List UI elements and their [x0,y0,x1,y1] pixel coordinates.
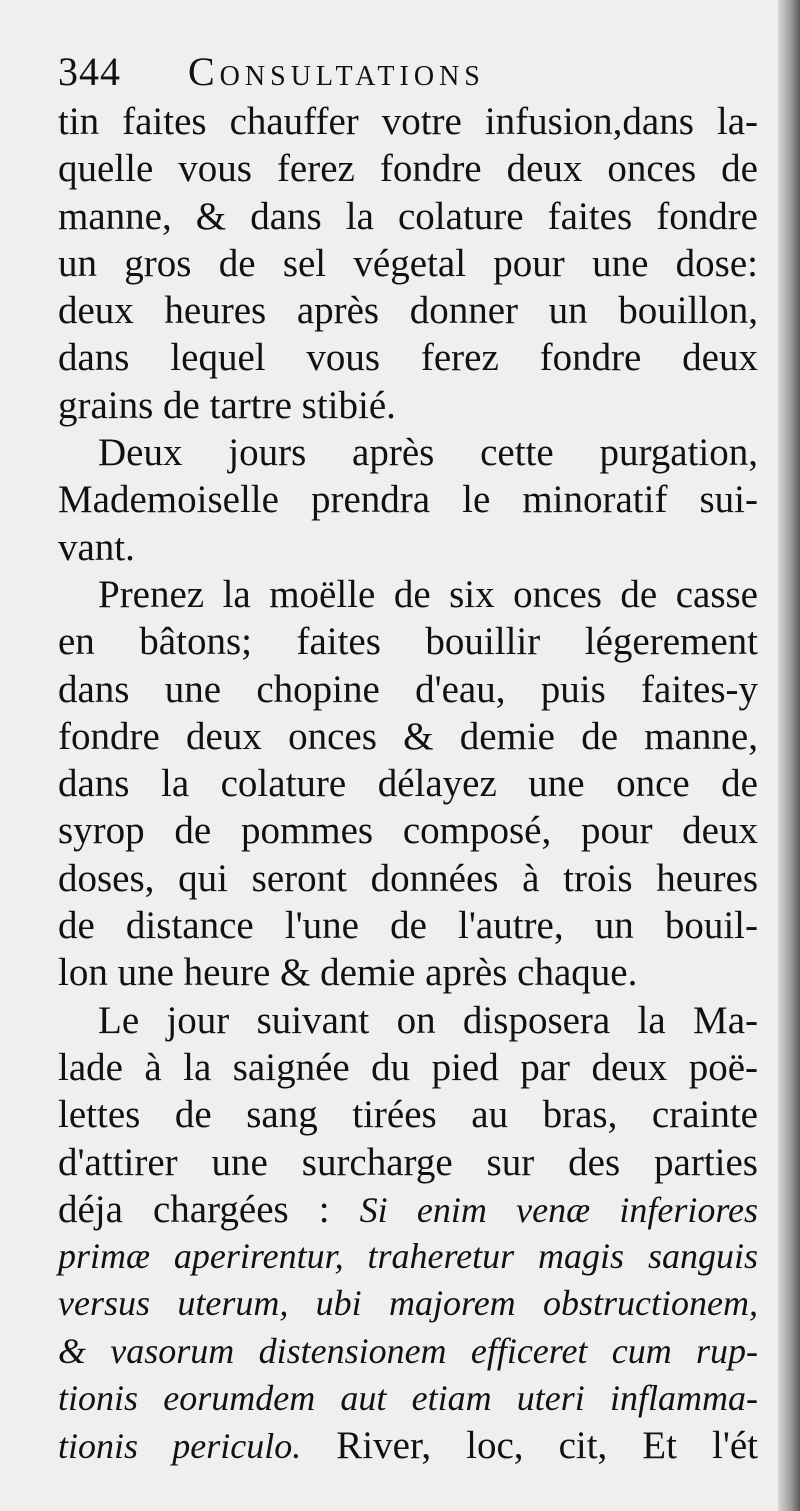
latin-quote-segment: Si enim venæ inferiores [359,1189,759,1230]
text-line: d'attirer une surcharge sur des parties [58,1140,758,1184]
latin-quote-line: tionis eorumdem aut etiam uteri inflamma- [58,1378,758,1419]
latin-quote-line: & vasorum distensionem efficeret cum rup- [58,1330,758,1371]
text-segment: déja chargées : [58,1187,330,1231]
page-number: 344 [58,49,121,94]
text-line: dans la colature délayez une once de [58,762,758,806]
text-line: Mademoiselle prendra le minoratif sui- [58,478,758,522]
running-title: Consultations [188,49,485,94]
text-line: lade à la saignée du pied par deux poë- [58,1045,758,1089]
text-line: grains de tartre stibié. [58,383,396,427]
text-segment: River, loc, cit, Et l'ét [336,1424,758,1468]
text-line: Le jour suivant on disposera la Ma- [98,998,758,1042]
text-line: syrop de pommes composé, pour deux [58,809,758,853]
text-line: doses, qui seront données à trois heures [58,856,758,900]
text-line: lettes de sang tirées au bras, crainte [58,1093,758,1137]
page-spine-shadow [778,0,800,1511]
text-line: lon une heure & demie après chaque. [58,951,638,995]
text-line: fondre deux onces & demie de manne, [58,714,758,758]
text-line: dans lequel vous ferez fondre deux [58,336,758,380]
text-line: de distance l'une de l'autre, un bouil- [58,904,758,948]
text-line: tin faites chauffer votre infusion,dans la- [58,100,758,143]
latin-quote-line: primæ aperirentur, traheretur magis sanguis [58,1236,758,1277]
text-line: dans une chopine d'eau, puis faites-y [58,667,758,711]
text-line [58,1186,758,1233]
text-line: quelle vous ferez fondre deux onces de [58,147,758,191]
text-line: deux heures après donner un bouillon, [58,289,758,333]
text-line: Deux jours après cette purgation, [98,431,758,475]
latin-quote-line: versus uterum, ubi majorem obstructionem, [58,1283,758,1324]
text-line: un gros de sel végetal pour une dose: [58,241,758,285]
text-line: en bâtons; faites bouillir légerement [58,620,758,664]
text-line: vant. [58,525,135,569]
text-line [58,1422,758,1469]
running-head [58,48,758,104]
latin-quote-segment: tionis periculo. [58,1426,302,1467]
body-text [58,98,758,1470]
text-line: manne, & dans la colature faites fondre [58,194,758,238]
text-line: Prenez la moëlle de six onces de casse [98,572,758,616]
